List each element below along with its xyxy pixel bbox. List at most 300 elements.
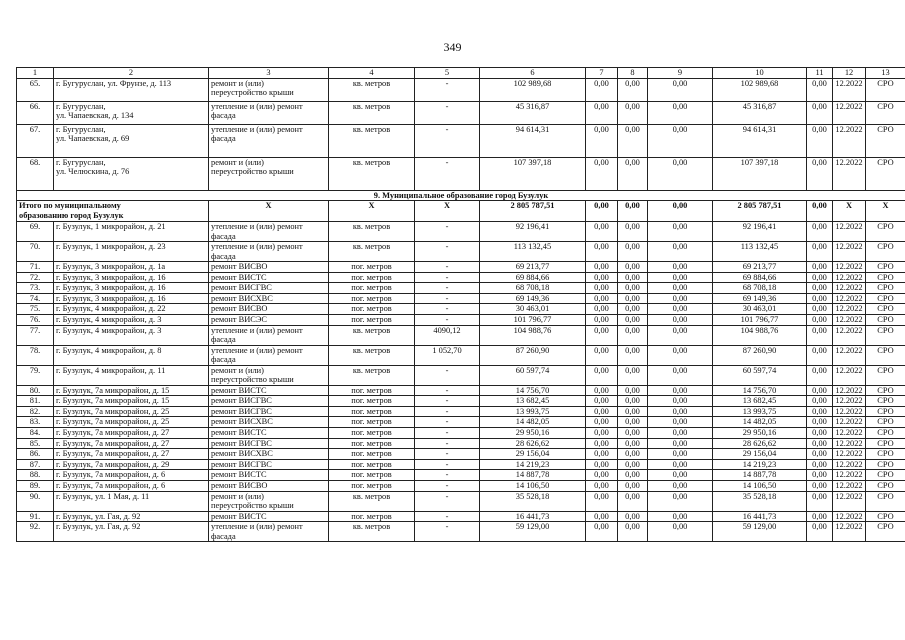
total-cost-cell: 29 156,04: [480, 449, 586, 460]
value-cell: 0,00: [648, 427, 713, 438]
row-number: 68.: [17, 157, 54, 190]
row-number: 88.: [17, 470, 54, 481]
row-number: 65.: [17, 78, 54, 101]
deadline-cell: 12.2022: [833, 385, 866, 396]
value-cell: 0,00: [807, 272, 833, 283]
work-type-cell: ремонт ВИСХВС: [209, 293, 329, 304]
address-cell: г. Бугуруслан, ул. Чапаевская, д. 69: [54, 124, 209, 157]
table-row: [17, 511, 905, 522]
unit-cell: кв. метров: [329, 222, 415, 242]
value-cell: 0,00: [807, 157, 833, 190]
table-row: [17, 522, 905, 542]
value-cell: 0,00: [586, 396, 618, 407]
quantity-cell: -: [415, 396, 480, 407]
value-cell: 0,00: [648, 272, 713, 283]
deadline-cell: 12.2022: [833, 491, 866, 511]
column-number: 2: [54, 68, 209, 79]
table-row: [17, 470, 905, 481]
total-cost-cell: 102 989,68: [480, 78, 586, 101]
cost-cell: 45 316,87: [713, 101, 807, 124]
quantity-cell: 4090,12: [415, 325, 480, 345]
total-cell: X: [415, 201, 480, 222]
value-cell: 0,00: [807, 480, 833, 491]
column-number: 5: [415, 68, 480, 79]
table-row: [17, 427, 905, 438]
deadline-cell: 12.2022: [833, 242, 866, 262]
total-cost-cell: 69 213,77: [480, 262, 586, 273]
work-type-cell: ремонт и (или) переустройство крыши: [209, 491, 329, 511]
unit-cell: пог. метров: [329, 283, 415, 294]
row-number: 71.: [17, 262, 54, 273]
method-cell: СРО: [866, 438, 905, 449]
value-cell: 0,00: [648, 262, 713, 273]
deadline-cell: 12.2022: [833, 314, 866, 325]
method-cell: СРО: [866, 262, 905, 273]
value-cell: 0,00: [807, 78, 833, 101]
value-cell: 0,00: [648, 459, 713, 470]
value-cell: 0,00: [807, 522, 833, 542]
value-cell: 0,00: [807, 124, 833, 157]
deadline-cell: 12.2022: [833, 262, 866, 273]
value-cell: 0,00: [618, 242, 648, 262]
unit-cell: кв. метров: [329, 522, 415, 542]
unit-cell: кв. метров: [329, 491, 415, 511]
unit-cell: пог. метров: [329, 262, 415, 273]
value-cell: 0,00: [586, 157, 618, 190]
value-cell: 0,00: [586, 511, 618, 522]
deadline-cell: 12.2022: [833, 222, 866, 242]
address-cell: г. Бузулук, 7а микрорайон, д. 29: [54, 459, 209, 470]
deadline-cell: 12.2022: [833, 101, 866, 124]
total-cost-cell: 60 597,74: [480, 365, 586, 385]
value-cell: 0,00: [618, 283, 648, 294]
quantity-cell: -: [415, 78, 480, 101]
method-cell: СРО: [866, 345, 905, 365]
table-body: [17, 68, 905, 542]
table-row: [17, 78, 905, 101]
quantity-cell: -: [415, 480, 480, 491]
cost-cell: 94 614,31: [713, 124, 807, 157]
value-cell: 0,00: [807, 406, 833, 417]
value-cell: 0,00: [648, 314, 713, 325]
address-cell: г. Бузулук, 3 микрорайон, д. 16: [54, 283, 209, 294]
value-cell: 0,00: [586, 406, 618, 417]
value-cell: 0,00: [648, 480, 713, 491]
work-type-cell: ремонт ВИСГВС: [209, 459, 329, 470]
column-number: 8: [618, 68, 648, 79]
deadline-cell: 12.2022: [833, 272, 866, 283]
deadline-cell: 12.2022: [833, 417, 866, 428]
value-cell: 0,00: [586, 262, 618, 273]
column-number: 9: [648, 68, 713, 79]
total-cost-cell: 101 796,77: [480, 314, 586, 325]
value-cell: 0,00: [807, 365, 833, 385]
value-cell: 0,00: [648, 449, 713, 460]
deadline-cell: 12.2022: [833, 365, 866, 385]
cost-cell: 13 682,45: [713, 396, 807, 407]
total-cost-cell: 107 397,18: [480, 157, 586, 190]
value-cell: 0,00: [807, 314, 833, 325]
table-row: [17, 222, 905, 242]
work-type-cell: утепление и (или) ремонт фасада: [209, 242, 329, 262]
row-number: 74.: [17, 293, 54, 304]
deadline-cell: 12.2022: [833, 427, 866, 438]
work-type-cell: ремонт и (или) переустройство крыши: [209, 157, 329, 190]
value-cell: 0,00: [807, 262, 833, 273]
cost-cell: 104 988,76: [713, 325, 807, 345]
value-cell: 0,00: [618, 396, 648, 407]
unit-cell: пог. метров: [329, 470, 415, 481]
unit-cell: кв. метров: [329, 78, 415, 101]
value-cell: 0,00: [586, 101, 618, 124]
total-cost-cell: 45 316,87: [480, 101, 586, 124]
method-cell: СРО: [866, 304, 905, 315]
value-cell: 0,00: [618, 157, 648, 190]
cost-cell: 107 397,18: [713, 157, 807, 190]
method-cell: СРО: [866, 480, 905, 491]
quantity-cell: -: [415, 365, 480, 385]
total-cost-cell: 69 149,36: [480, 293, 586, 304]
method-cell: СРО: [866, 157, 905, 190]
row-number: 92.: [17, 522, 54, 542]
unit-cell: кв. метров: [329, 124, 415, 157]
value-cell: 0,00: [807, 427, 833, 438]
method-cell: СРО: [866, 385, 905, 396]
quantity-cell: -: [415, 304, 480, 315]
value-cell: 0,00: [807, 101, 833, 124]
value-cell: 0,00: [586, 242, 618, 262]
column-number: 12: [833, 68, 866, 79]
value-cell: 0,00: [807, 449, 833, 460]
total-cell: X: [209, 201, 329, 222]
quantity-cell: -: [415, 272, 480, 283]
value-cell: 0,00: [648, 101, 713, 124]
total-cost-cell: 29 950,16: [480, 427, 586, 438]
deadline-cell: 12.2022: [833, 396, 866, 407]
table-row: [17, 406, 905, 417]
address-cell: г. Бузулук, 7а микрорайон, д. 15: [54, 396, 209, 407]
row-number: 78.: [17, 345, 54, 365]
value-cell: 0,00: [618, 470, 648, 481]
quantity-cell: -: [415, 222, 480, 242]
value-cell: 0,00: [586, 304, 618, 315]
unit-cell: пог. метров: [329, 459, 415, 470]
row-number: 76.: [17, 314, 54, 325]
quantity-cell: -: [415, 101, 480, 124]
total-cost-cell: 94 614,31: [480, 124, 586, 157]
value-cell: 0,00: [586, 480, 618, 491]
value-cell: 0,00: [586, 314, 618, 325]
table-row: [17, 293, 905, 304]
value-cell: 0,00: [807, 222, 833, 242]
cost-cell: 59 129,00: [713, 522, 807, 542]
row-number: 81.: [17, 396, 54, 407]
table-row: [17, 385, 905, 396]
column-number: 7: [586, 68, 618, 79]
column-number: 10: [713, 68, 807, 79]
value-cell: 0,00: [586, 222, 618, 242]
value-cell: 0,00: [648, 157, 713, 190]
cost-cell: 13 993,75: [713, 406, 807, 417]
column-number: 13: [866, 68, 905, 79]
value-cell: 0,00: [648, 242, 713, 262]
unit-cell: кв. метров: [329, 325, 415, 345]
unit-cell: пог. метров: [329, 427, 415, 438]
work-type-cell: ремонт ВИСТС: [209, 511, 329, 522]
work-type-cell: ремонт ВИСХВС: [209, 417, 329, 428]
table-row: [17, 365, 905, 385]
value-cell: 0,00: [618, 449, 648, 460]
method-cell: СРО: [866, 124, 905, 157]
table-row: [17, 325, 905, 345]
value-cell: 0,00: [618, 325, 648, 345]
cost-cell: 60 597,74: [713, 365, 807, 385]
total-sum: 2 805 787,51: [480, 201, 586, 222]
value-cell: 0,00: [648, 283, 713, 294]
quantity-cell: -: [415, 427, 480, 438]
work-type-cell: ремонт ВИСГВС: [209, 396, 329, 407]
value-cell: 0,00: [586, 365, 618, 385]
quantity-cell: -: [415, 283, 480, 294]
address-cell: г. Бузулук, 7а микрорайон, д. 27: [54, 438, 209, 449]
address-cell: г. Бузулук, 7а микрорайон, д. 25: [54, 406, 209, 417]
work-type-cell: ремонт ВИСТС: [209, 427, 329, 438]
repair-plan-table: [16, 67, 905, 542]
work-type-cell: ремонт ВИСТС: [209, 470, 329, 481]
work-type-cell: ремонт ВИСТС: [209, 385, 329, 396]
cost-cell: 29 156,04: [713, 449, 807, 460]
address-cell: г. Бугуруслан, ул. Фрунзе, д. 113: [54, 78, 209, 101]
total-cost-cell: 104 988,76: [480, 325, 586, 345]
value-cell: 0,00: [648, 522, 713, 542]
unit-cell: кв. метров: [329, 157, 415, 190]
row-number: 82.: [17, 406, 54, 417]
address-cell: г. Бузулук, 7а микрорайон, д. 6: [54, 470, 209, 481]
value-cell: 0,00: [807, 511, 833, 522]
row-number: 80.: [17, 385, 54, 396]
address-cell: г. Бузулук, 4 микрорайон, д. 3: [54, 314, 209, 325]
value-cell: 0,00: [648, 491, 713, 511]
value-cell: 0,00: [618, 314, 648, 325]
quantity-cell: -: [415, 242, 480, 262]
value-cell: 0,00: [618, 304, 648, 315]
value-cell: 0,00: [648, 385, 713, 396]
total-cell: X: [833, 201, 866, 222]
table-row: [17, 157, 905, 190]
value-cell: 0,00: [586, 124, 618, 157]
value-cell: 0,00: [618, 272, 648, 283]
address-cell: г. Бузулук, 1 микрорайон, д. 23: [54, 242, 209, 262]
deadline-cell: 12.2022: [833, 304, 866, 315]
row-number: 90.: [17, 491, 54, 511]
address-cell: г. Бузулук, 7а микрорайон, д. 27: [54, 449, 209, 460]
total-label: Итого по муниципальному образованию город Бузулук: [17, 201, 209, 222]
quantity-cell: -: [415, 522, 480, 542]
column-number-row: [17, 68, 905, 79]
value-cell: 0,00: [648, 470, 713, 481]
value-cell: 0,00: [618, 417, 648, 428]
value-cell: 0,00: [586, 491, 618, 511]
work-type-cell: ремонт ВИСГВС: [209, 438, 329, 449]
value-cell: 0,00: [586, 283, 618, 294]
total-cost-cell: 59 129,00: [480, 522, 586, 542]
quantity-cell: -: [415, 449, 480, 460]
unit-cell: пог. метров: [329, 385, 415, 396]
value-cell: 0,00: [648, 124, 713, 157]
row-number: 70.: [17, 242, 54, 262]
deadline-cell: 12.2022: [833, 345, 866, 365]
value-cell: 0,00: [586, 293, 618, 304]
total-cost-cell: 35 528,18: [480, 491, 586, 511]
cost-cell: 69 884,66: [713, 272, 807, 283]
value-cell: 0,00: [586, 78, 618, 101]
row-number: 75.: [17, 304, 54, 315]
value-cell: 0,00: [648, 511, 713, 522]
table-row: [17, 242, 905, 262]
cost-cell: 92 196,41: [713, 222, 807, 242]
value-cell: 0,00: [586, 427, 618, 438]
method-cell: СРО: [866, 491, 905, 511]
value-cell: 0,00: [807, 293, 833, 304]
total-cost-cell: 13 682,45: [480, 396, 586, 407]
value-cell: 0,00: [618, 385, 648, 396]
table-row: [17, 449, 905, 460]
table-row: [17, 283, 905, 294]
value-cell: 0,00: [586, 470, 618, 481]
deadline-cell: 12.2022: [833, 283, 866, 294]
method-cell: СРО: [866, 314, 905, 325]
address-cell: г. Бузулук, 4 микрорайон, д. 22: [54, 304, 209, 315]
address-cell: г. Бузулук, 7а микрорайон, д. 15: [54, 385, 209, 396]
value-cell: 0,00: [807, 459, 833, 470]
method-cell: СРО: [866, 427, 905, 438]
total-cell: X: [866, 201, 905, 222]
work-type-cell: утепление и (или) ремонт фасада: [209, 522, 329, 542]
total-cell: 0,00: [618, 201, 648, 222]
unit-cell: пог. метров: [329, 314, 415, 325]
method-cell: СРО: [866, 293, 905, 304]
cost-cell: 87 260,90: [713, 345, 807, 365]
method-cell: СРО: [866, 396, 905, 407]
section-title-row: [17, 190, 905, 201]
total-cost-cell: 14 219,23: [480, 459, 586, 470]
method-cell: СРО: [866, 101, 905, 124]
unit-cell: пог. метров: [329, 480, 415, 491]
total-cost-cell: 13 993,75: [480, 406, 586, 417]
value-cell: 0,00: [648, 293, 713, 304]
value-cell: 0,00: [618, 345, 648, 365]
value-cell: 0,00: [807, 396, 833, 407]
total-cost-cell: 87 260,90: [480, 345, 586, 365]
method-cell: СРО: [866, 459, 905, 470]
quantity-cell: -: [415, 491, 480, 511]
deadline-cell: 12.2022: [833, 480, 866, 491]
method-cell: СРО: [866, 470, 905, 481]
cost-cell: 14 482,05: [713, 417, 807, 428]
cost-cell: 14 106,50: [713, 480, 807, 491]
cost-cell: 30 463,01: [713, 304, 807, 315]
total-cost-cell: 14 887,78: [480, 470, 586, 481]
table-row: [17, 304, 905, 315]
row-number: 84.: [17, 427, 54, 438]
row-number: 72.: [17, 272, 54, 283]
address-cell: г. Бузулук, 3 микрорайон, д. 16: [54, 272, 209, 283]
cost-cell: 69 213,77: [713, 262, 807, 273]
row-number: 87.: [17, 459, 54, 470]
value-cell: 0,00: [618, 365, 648, 385]
deadline-cell: 12.2022: [833, 124, 866, 157]
table-row: [17, 459, 905, 470]
total-row: [17, 201, 905, 222]
unit-cell: кв. метров: [329, 345, 415, 365]
quantity-cell: -: [415, 385, 480, 396]
row-number: 89.: [17, 480, 54, 491]
total-cell: 0,00: [807, 201, 833, 222]
table-row: [17, 491, 905, 511]
table-row: [17, 262, 905, 273]
address-cell: г. Бузулук, ул. 1 Мая, д. 11: [54, 491, 209, 511]
total-sum: 2 805 787,51: [713, 201, 807, 222]
value-cell: 0,00: [618, 124, 648, 157]
quantity-cell: -: [415, 293, 480, 304]
value-cell: 0,00: [618, 480, 648, 491]
cost-cell: 68 708,18: [713, 283, 807, 294]
method-cell: СРО: [866, 222, 905, 242]
work-type-cell: утепление и (или) ремонт фасада: [209, 222, 329, 242]
column-number: 6: [480, 68, 586, 79]
work-type-cell: ремонт ВИСВО: [209, 304, 329, 315]
table-row: [17, 417, 905, 428]
quantity-cell: -: [415, 438, 480, 449]
address-cell: г. Бугуруслан, ул. Чапаевская, д. 134: [54, 101, 209, 124]
quantity-cell: 1 052,70: [415, 345, 480, 365]
address-cell: г. Бузулук, 3 микрорайон, д. 1а: [54, 262, 209, 273]
total-cost-cell: 14 482,05: [480, 417, 586, 428]
table-row: [17, 438, 905, 449]
method-cell: СРО: [866, 242, 905, 262]
total-cost-cell: 113 132,45: [480, 242, 586, 262]
deadline-cell: 12.2022: [833, 406, 866, 417]
unit-cell: пог. метров: [329, 511, 415, 522]
table-row: [17, 124, 905, 157]
unit-cell: пог. метров: [329, 272, 415, 283]
value-cell: 0,00: [618, 522, 648, 542]
value-cell: 0,00: [618, 511, 648, 522]
value-cell: 0,00: [648, 406, 713, 417]
cost-cell: 14 219,23: [713, 459, 807, 470]
work-type-cell: ремонт ВИСЭС: [209, 314, 329, 325]
method-cell: СРО: [866, 272, 905, 283]
cost-cell: 113 132,45: [713, 242, 807, 262]
work-type-cell: утепление и (или) ремонт фасада: [209, 101, 329, 124]
quantity-cell: -: [415, 124, 480, 157]
address-cell: г. Бузулук, 7а микрорайон, д. 27: [54, 427, 209, 438]
method-cell: СРО: [866, 449, 905, 460]
row-number: 73.: [17, 283, 54, 294]
table-row: [17, 480, 905, 491]
value-cell: 0,00: [648, 325, 713, 345]
value-cell: 0,00: [648, 417, 713, 428]
address-cell: г. Бузулук, 3 микрорайон, д. 16: [54, 293, 209, 304]
unit-cell: кв. метров: [329, 242, 415, 262]
method-cell: СРО: [866, 511, 905, 522]
table-row: [17, 101, 905, 124]
value-cell: 0,00: [648, 365, 713, 385]
row-number: 86.: [17, 449, 54, 460]
section-title: 9. Муниципальное образование город Бузулук: [17, 190, 905, 201]
quantity-cell: -: [415, 459, 480, 470]
value-cell: 0,00: [807, 325, 833, 345]
